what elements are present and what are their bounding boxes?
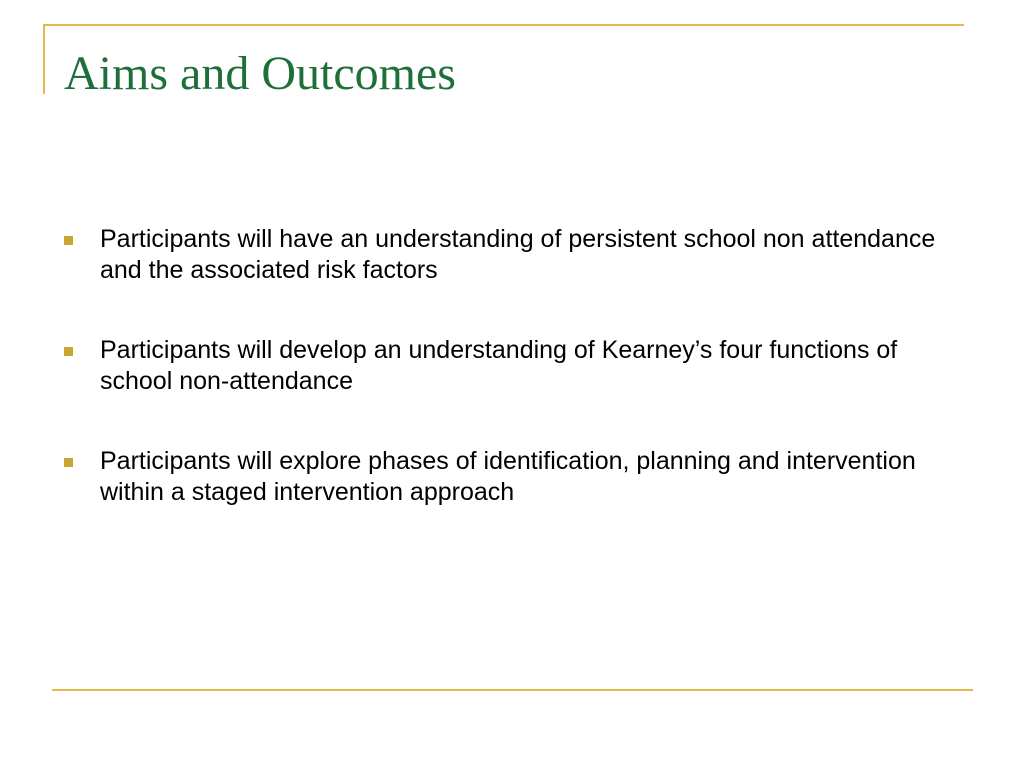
frame-bottom-rule (52, 689, 973, 691)
bullet-text: Participants will have an understanding of persistent school non attendance and the associated risk factors (100, 225, 936, 284)
slide-title: Aims and Outcomes (64, 47, 456, 100)
bullet-list (64, 224, 954, 557)
bullet-text: Participants will explore phases of identification, planning and intervention within a staged intervention approach (100, 447, 916, 506)
frame-top-rule (43, 24, 964, 26)
square-bullet-icon (64, 236, 73, 245)
square-bullet-icon (64, 458, 73, 467)
bullet-item (64, 335, 954, 397)
bullet-item (64, 446, 954, 508)
frame-left-rule (43, 24, 45, 94)
bullet-item (64, 224, 954, 286)
square-bullet-icon (64, 347, 73, 356)
bullet-text: Participants will develop an understanding of Kearney’s four functions of school non-attendance (100, 336, 898, 395)
